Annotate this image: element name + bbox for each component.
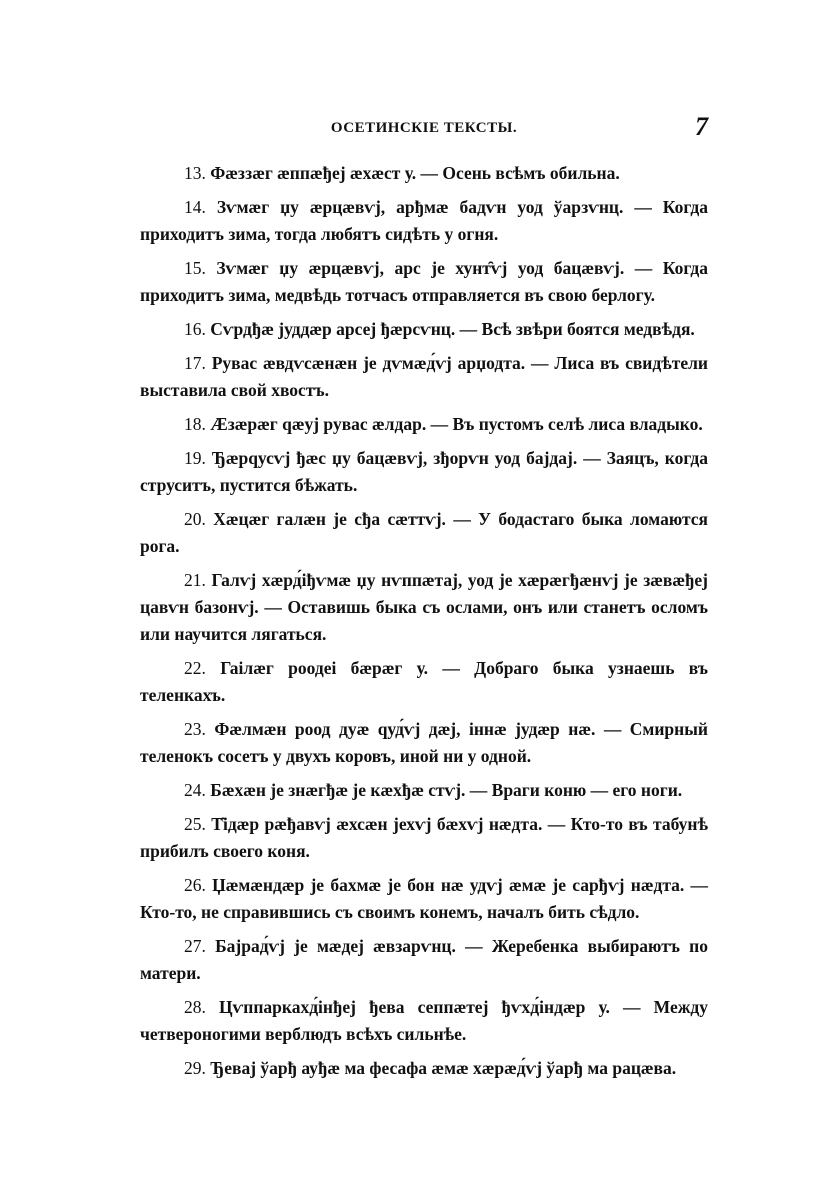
entry-number: 26. [184, 875, 206, 895]
proverb-entry [140, 655, 708, 709]
ossetian-text: Зѵмӕг џу ӕрцӕвѵј, арђмӕ бадѵн уод ўарзѵнц. [216, 197, 624, 217]
entry-number: 15. [184, 258, 206, 278]
ossetian-text: Сѵрдђӕ јуддӕр арсеј ђӕрсѵнц. [210, 319, 456, 339]
russian-translation: — У бодастаго быка ломаются рога. [140, 509, 709, 556]
proverb-entry [140, 350, 708, 404]
proverb-entry [140, 777, 708, 804]
entry-number: 22. [184, 658, 206, 678]
ossetian-text: Ӕзӕрӕг qӕуј рувас ӕлдар. [210, 414, 427, 434]
ossetian-text: Т̑ідӕр рӕђавѵј ӕхсӕн јехѵј бӕхѵј нӕдта. [211, 814, 543, 834]
proverb-entry [140, 411, 708, 438]
russian-translation: — Между четвероногими верблюдъ всѣхъ сильнѣе. [140, 997, 708, 1044]
russian-translation: — Когда приходитъ зима, медвѣдь тотчасъ отправляется въ свою берлогу. [140, 258, 709, 305]
proverbs-list [140, 160, 708, 1089]
entry-number: 17. [184, 353, 206, 373]
ossetian-text: Хӕцӕг галӕн је сђа сӕттѵј. [213, 509, 446, 529]
ossetian-text: Фӕззӕг ӕппӕђеј ӕхӕст у. [210, 163, 417, 183]
entry-number: 24. [184, 780, 206, 800]
ossetian-text: Фӕлмӕн роод дуӕ qуд́ѵј дӕј, іннӕ јудӕр нӕ. [214, 719, 596, 739]
ossetian-text: Ђӕрqусѵј ђӕс џу бацӕвѵј, зђорѵн уод бајдај. [211, 448, 578, 468]
proverb-entry [140, 933, 708, 987]
ossetian-text: Галѵј хӕрд́іђѵмӕ џу нѵппӕтај, уод је хӕрӕгђӕнѵј је зӕвӕђеј цавѵн базонѵј. [140, 570, 708, 617]
running-title: ОСЕТИНСКІЕ ТЕКСТЫ. [330, 120, 518, 136]
russian-translation: — Когда приходитъ зима, тогда любятъ сидѣть у огня. [140, 197, 709, 244]
ossetian-text: Гаілӕг роодеі бӕрӕг у. [220, 658, 429, 678]
proverb-entry [140, 445, 708, 499]
russian-translation: — Всѣ звѣри боятся медвѣдя. [459, 319, 695, 339]
entry-number: 19. [184, 448, 206, 468]
page-number: 7 [695, 112, 708, 141]
russian-translation: — Въ пустомъ селѣ лиса владыко. [430, 414, 703, 434]
ossetian-text: Џӕмӕндӕр је бахмӕ је бон нӕ удѵј ӕмӕ је сарђѵј нӕдта. [212, 875, 685, 895]
russian-translation: — Жеребенка выбираютъ по матери. [140, 936, 709, 983]
ossetian-text: Зѵмӕг џу ӕрцӕвѵј, арс је хунт̑ѵј уод бацӕвѵј. [216, 258, 625, 278]
proverb-entry [140, 994, 708, 1048]
russian-translation: — Кто-то, не справившись съ своимъ конемъ, началъ бить сѣдло. [140, 875, 709, 922]
entry-number: 21. [184, 570, 206, 590]
russian-translation: — Добраго быка узнаешь въ теленкахъ. [140, 658, 708, 705]
ossetian-text: Ђевај ўарђ ауђӕ ма фесафа ӕмӕ хӕрӕд́ѵј ўарђ ма рацӕва. [210, 1058, 677, 1078]
entry-number: 14. [184, 197, 206, 217]
russian-translation: — Оставишь быка съ ослами, онъ или станетъ осломъ или научится лягаться. [140, 597, 708, 644]
proverb-entry [140, 316, 708, 343]
page-header [140, 112, 708, 146]
proverb-entry [140, 811, 708, 865]
entry-number: 25. [184, 814, 206, 834]
entry-number: 23. [184, 719, 206, 739]
ossetian-text: Бӕхӕн је знӕгђӕ је кӕхђӕ стѵј. [210, 780, 466, 800]
entry-number: 28. [184, 997, 206, 1017]
proverb-entry [140, 255, 708, 309]
proverb-entry [140, 567, 708, 648]
russian-translation: — Смирный теленокъ сосетъ у двухъ коровъ, иной ни у одной. [140, 719, 708, 766]
entry-number: 18. [184, 414, 206, 434]
russian-translation: — Враги коню — его ноги. [469, 780, 683, 800]
russian-translation: — Лиса въ свидѣтели выставила свой хвостъ. [140, 353, 708, 400]
proverb-entry [140, 194, 708, 248]
proverb-entry [140, 160, 708, 187]
entry-number: 16. [184, 319, 206, 339]
entry-number: 27. [184, 936, 206, 956]
entry-number: 13. [184, 163, 206, 183]
proverb-entry [140, 872, 708, 926]
entry-number: 20. [184, 509, 206, 529]
proverb-entry [140, 506, 708, 560]
proverb-entry [140, 1055, 708, 1082]
ossetian-text: Цѵппаркахд́інђеј ђева сеппӕтеј ђѵхд́індӕр у. [219, 997, 610, 1017]
russian-translation: — Кто-то въ табунѣ прибилъ своего коня. [140, 814, 709, 861]
entry-number: 29. [184, 1058, 206, 1078]
russian-translation: — Осень всѣмъ обильна. [420, 163, 620, 183]
russian-translation: — Заяцъ, когда струситъ, пустится бѣжать. [140, 448, 708, 495]
proverb-entry [140, 716, 708, 770]
ossetian-text: Бајрад́ѵј је мӕдеј ӕвзарѵнц. [215, 936, 456, 956]
ossetian-text: Рувас ӕвдѵсӕнӕн је дѵмӕд́ѵј арџодта. [211, 353, 526, 373]
